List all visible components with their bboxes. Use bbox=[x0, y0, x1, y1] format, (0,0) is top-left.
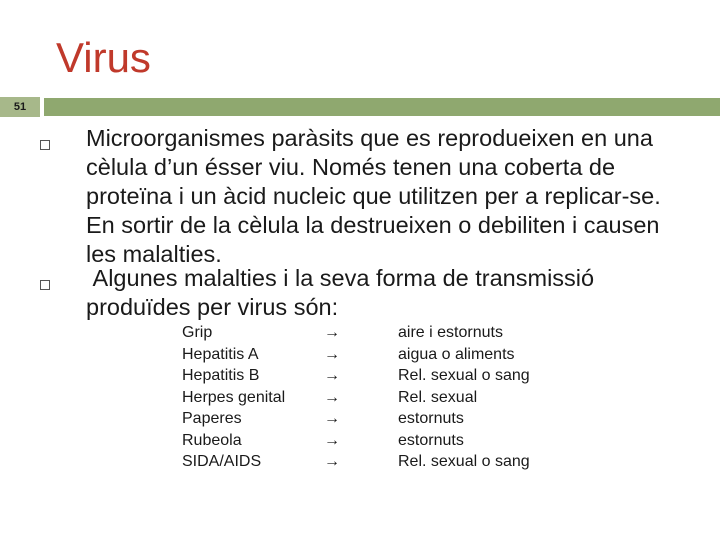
transmission-mode: aigua o aliments bbox=[398, 345, 515, 363]
list-item bbox=[182, 365, 682, 387]
list-item bbox=[182, 408, 682, 430]
arrow-right-icon: → bbox=[324, 345, 340, 363]
transmission-mode: Rel. sexual o sang bbox=[398, 453, 530, 470]
disease-name: Grip bbox=[182, 324, 213, 341]
list-item bbox=[182, 322, 682, 344]
list-item bbox=[182, 344, 682, 366]
disease-name: SIDA/AIDS bbox=[182, 453, 262, 470]
disease-name: Rubeola bbox=[182, 431, 242, 449]
list-item bbox=[182, 451, 682, 473]
transmission-mode: Rel. sexual bbox=[398, 388, 478, 406]
list-item bbox=[182, 387, 682, 409]
paragraph-intro-list: Algunes malalties i la seva forma de transmissió produïdes per virus són: bbox=[86, 265, 627, 320]
transmission-mode: estornuts bbox=[398, 410, 464, 427]
transmission-mode: Rel. sexual o sang bbox=[398, 367, 530, 384]
disease-name: Hepatitis B bbox=[182, 367, 260, 384]
arrow-right-icon: → bbox=[324, 367, 340, 384]
bullet-square-icon bbox=[40, 280, 50, 290]
disease-name: Hepatitis A bbox=[182, 345, 259, 363]
bullet-square-icon bbox=[40, 140, 50, 150]
paragraph-definition: Microorganismes paràsits que es reprodueixen en una cèlula d’un ésser viu. Només tenen una coberta de proteïna i un àcid nucleic que utilitzen per a replicar-se. En sortir de la cèlula la destrueixen o debiliten i causen les malalties. bbox=[86, 125, 668, 267]
transmission-mode: estornuts bbox=[398, 431, 464, 449]
transmission-mode: aire i estornuts bbox=[398, 324, 503, 341]
arrow-right-icon: → bbox=[324, 388, 340, 406]
arrow-right-icon: → bbox=[324, 410, 340, 427]
arrow-right-icon: → bbox=[324, 453, 340, 470]
disease-transmission-list bbox=[182, 322, 682, 473]
arrow-right-icon: → bbox=[324, 431, 340, 449]
header-divider-bar bbox=[44, 98, 720, 116]
arrow-right-icon: → bbox=[324, 324, 340, 341]
disease-name: Paperes bbox=[182, 410, 242, 427]
slide-title: Virus bbox=[56, 34, 151, 81]
slide-number: 51 bbox=[13, 101, 27, 113]
list-item bbox=[182, 430, 682, 452]
disease-name: Herpes genital bbox=[182, 388, 286, 406]
